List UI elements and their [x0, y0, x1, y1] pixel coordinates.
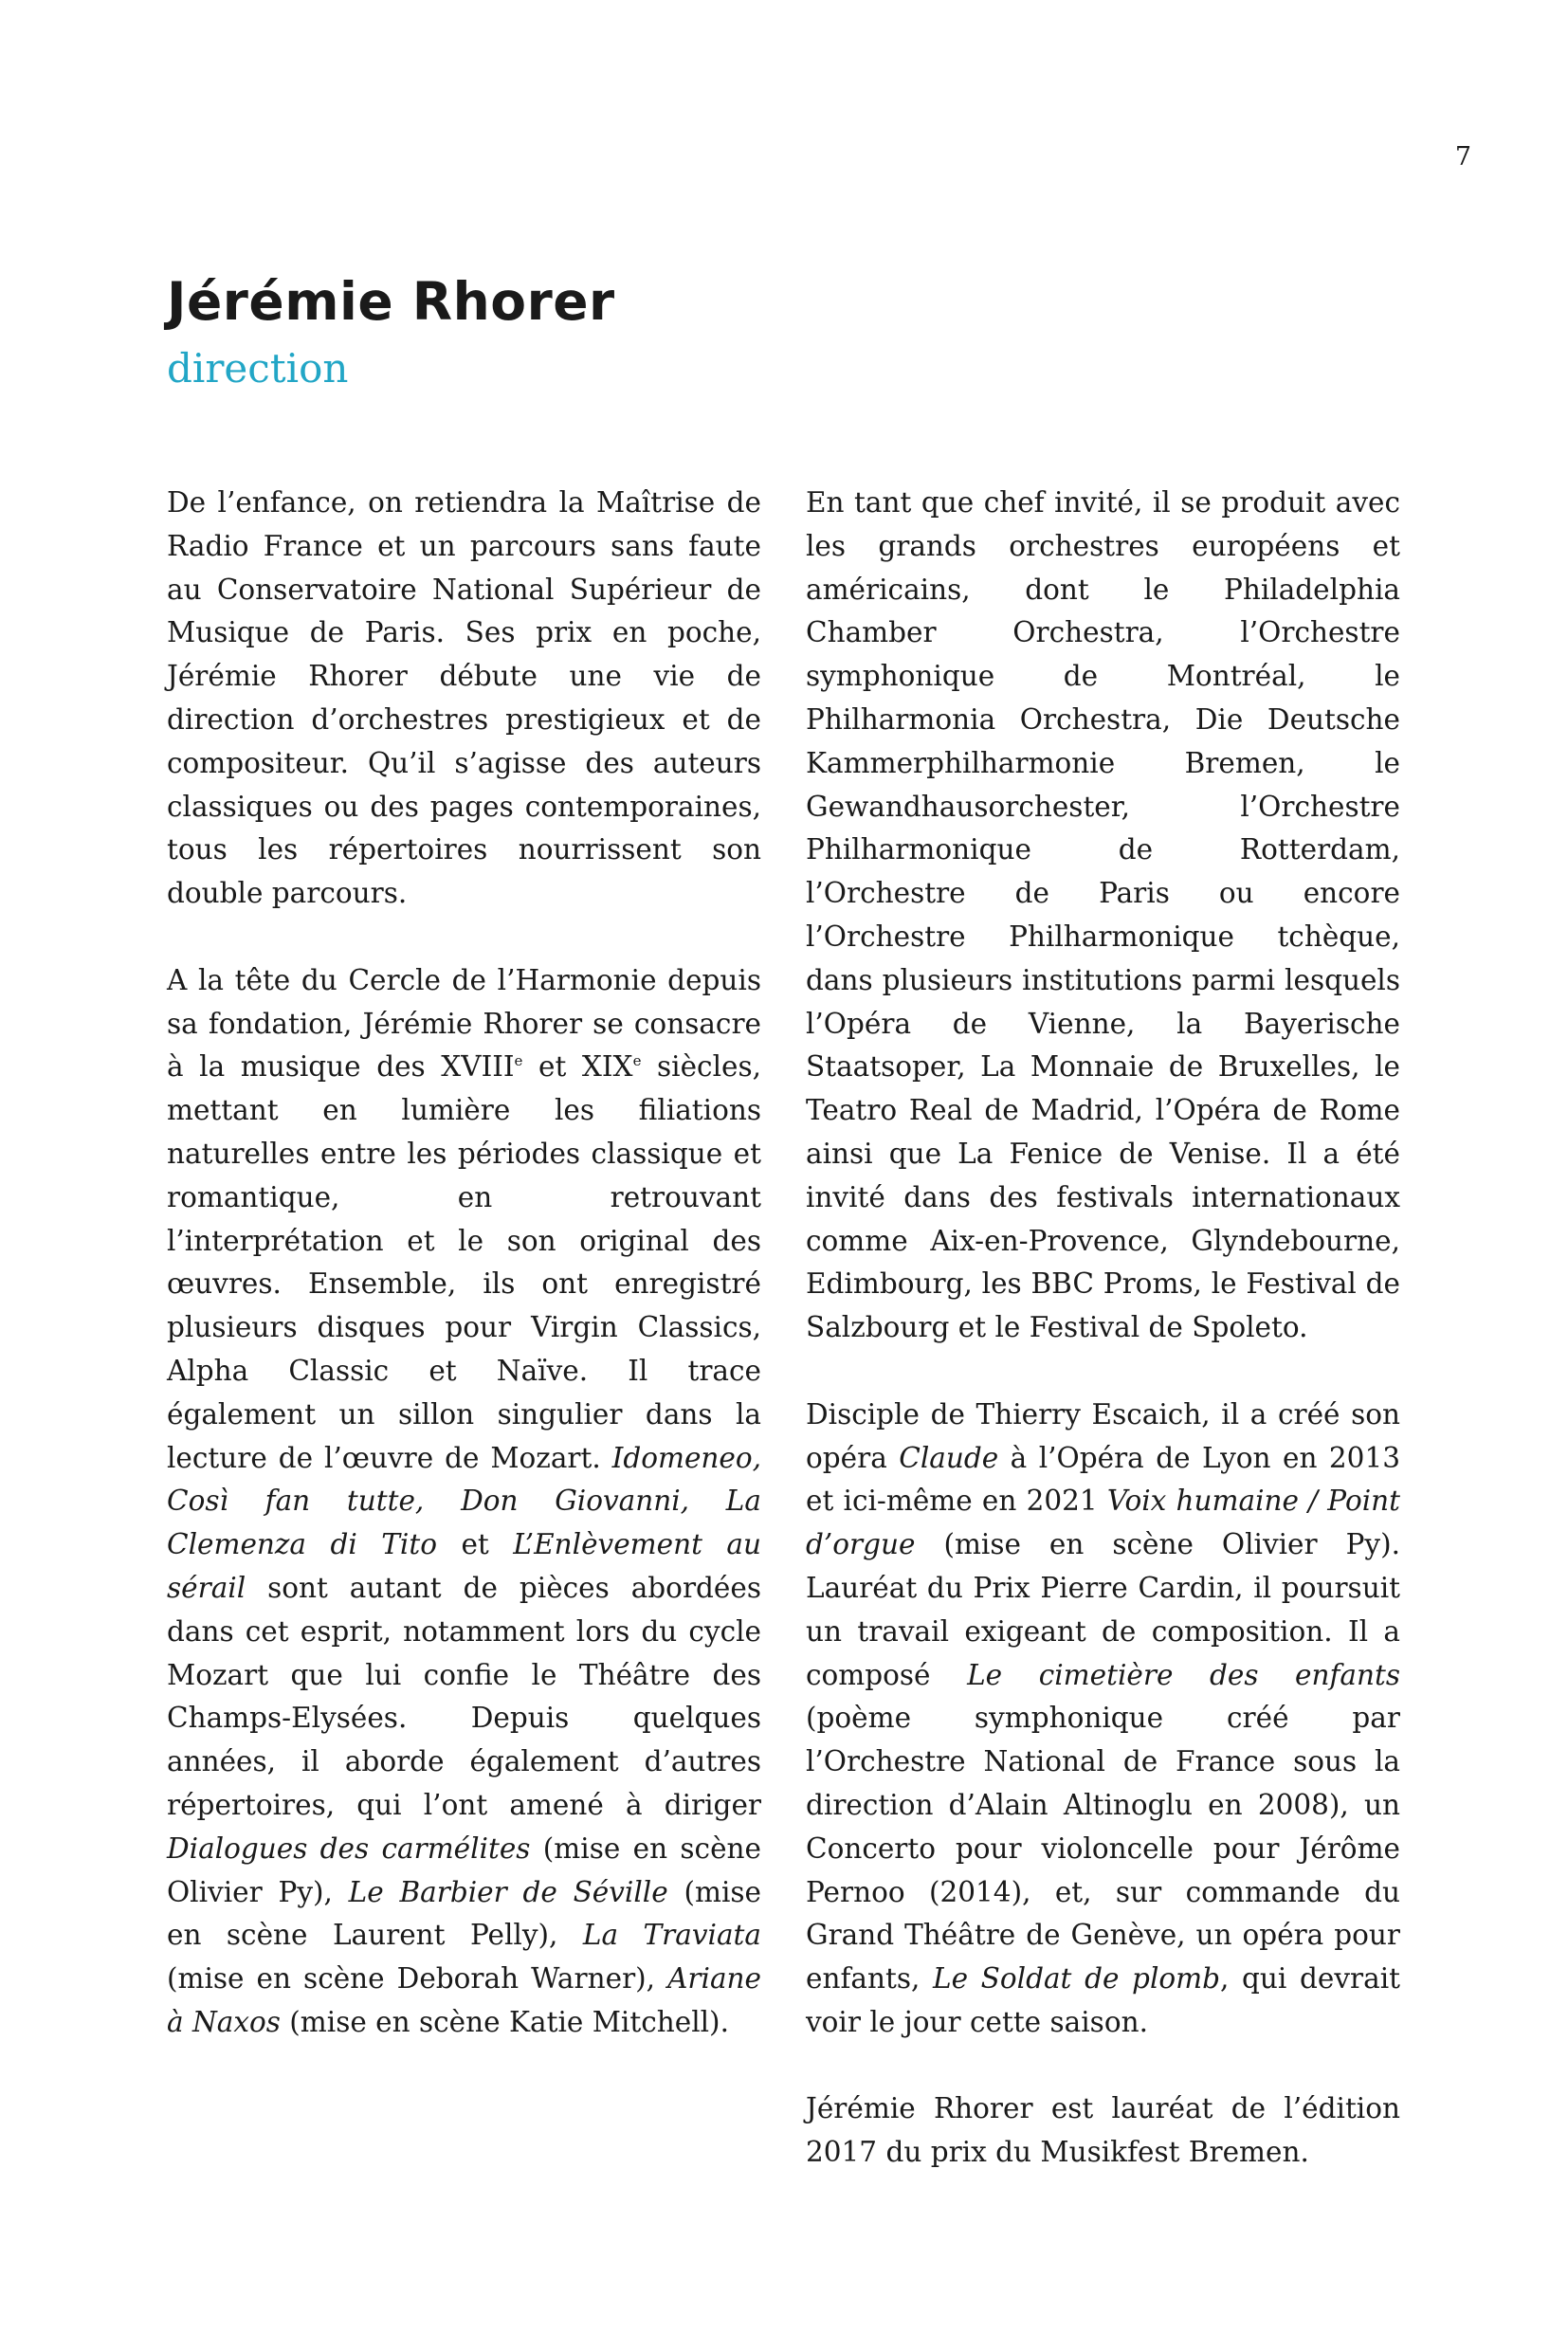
text-run: (mise en scène Deborah Warner), — [167, 1962, 668, 1996]
article-header — [167, 267, 615, 396]
right-column — [806, 482, 1400, 2218]
artist-role: direction — [167, 345, 349, 392]
text-run: (mise en scène Olivier Py). Lauréat du Prix Pierre Cardin, il poursuit un travail exigeant de composition. Il a composé — [806, 1528, 1400, 1691]
work-title: Le Soldat de plomb — [932, 1962, 1220, 1996]
left-paragraph-2 — [167, 959, 761, 2045]
left-paragraph-1: De l’enfance, on retiendra la Maîtrise de Radio France et un parcours sans faute au Conservatoire National Supérieur de Musique de Paris. Ses prix en poche, Jérémie Rhorer débute une vie de direction d’orchestres prestigieux et de compositeur. Qu’il s’agisse des auteurs classiques ou des pages contemporaines, tous les répertoires nourrissent son double parcours. — [167, 486, 761, 910]
text-run: (mise en scène Katie Mitchell). — [280, 2005, 729, 2038]
text-run: à l’Opéra de Lyon en 2013 et ici-même en 2021 — [806, 1441, 1400, 1518]
right-paragraph-3: Jérémie Rhorer est lauréat de l’édition 2017 du prix du Musikfest Bremen. — [806, 2092, 1400, 2169]
work-title: Claude — [899, 1441, 999, 1474]
work-title: Idomeneo, Così fan tutte, Don Giovanni, La Clemenza di Tito — [167, 1441, 761, 1561]
text-run: siècles, mettant en lumière les filiations naturelles entre les périodes classique et romantique, en retrouvant l’interprétation et le son original des œuvres. Ensemble, ils ont enregistré plusieurs disques pour Virgin Classics, Alpha Classic et Naïve. Il trace également un sillon singulier dans la lecture de l’œuvre de Mozart. — [167, 1050, 761, 1474]
work-title: Le cimetière des enfants — [967, 1658, 1400, 1691]
work-title: Ariane à Naxos — [167, 1962, 761, 2038]
text-run: (poème symphonique créé par l’Orchestre National de France sous la direction d’Alain Altinoglu en 2008), un Concerto pour violoncelle pour Jérôme Pernoo (2014), et, sur commande du Grand Théâtre de Genève, un opéra pour enfants, — [806, 1702, 1400, 1996]
text-run: A la tête du Cercle de l’Harmonie depuis sa fondation, Jérémie Rhorer se consacre à la musique des XVIII — [167, 963, 761, 1084]
text-run: et — [436, 1528, 514, 1561]
text-run: et XIX — [522, 1050, 633, 1084]
right-paragraph-1: En tant que chef invité, il se produit avec les grands orchestres européens et américains, dont le Philadelphia Chamber Orchestra, l’Orchestre symphonique de Montréal, le Philharmonia Orchestra, Die Deutsche Kammerphilharmonie Bremen, le Gewandhausorchester, l’Orchestre Philharmonique de Rotterdam, l’Orchestre de Paris ou encore l’Orchestre Philharmonique tchèque, dans plusieurs institutions parmi lesquels l’Opéra de Vienne, la Bayerische Staatsoper, La Monnaie de Bruxelles, le Teatro Real de Madrid, l’Opéra de Rome ainsi que La Fenice de Venise. Il a été invité dans des festivals internationaux comme Aix-en-Provence, Glyndebourne, Edimbourg, les BBC Proms, le Festival de Salzbourg et le Festival de Spoleto. — [806, 486, 1400, 1344]
text-run: (mise en scène Laurent Pelly), — [167, 1875, 761, 1952]
artist-name: Jérémie Rhorer — [167, 271, 615, 332]
text-run: sont autant de pièces abordées dans cet esprit, notamment lors du cycle Mozart que lui confie le Théâtre des Champs-Elysées. Depuis quelques années, il aborde également d’autres répertoires, qui l’ont amené à diriger — [167, 1571, 761, 1821]
work-title: Voix humaine / Point d’orgue — [806, 1485, 1400, 1561]
right-paragraph-2 — [806, 1394, 1400, 2045]
work-title: La Traviata — [582, 1919, 761, 1952]
superscript: e — [632, 1052, 642, 1070]
left-column — [167, 482, 761, 2087]
text-run: Disciple de Thierry Escaich, il a créé son opéra — [806, 1397, 1400, 1474]
work-title: Dialogues des carmélites — [167, 1832, 531, 1865]
page-number: 7 — [1454, 142, 1471, 172]
text-run: (mise en scène Olivier Py), — [167, 1832, 761, 1908]
work-title: Le Barbier de Séville — [348, 1875, 668, 1908]
text-run: , qui devrait voir le jour cette saison. — [806, 1962, 1400, 2038]
superscript: e — [514, 1052, 523, 1070]
work-title: L’Enlèvement au sérail — [167, 1528, 761, 1604]
